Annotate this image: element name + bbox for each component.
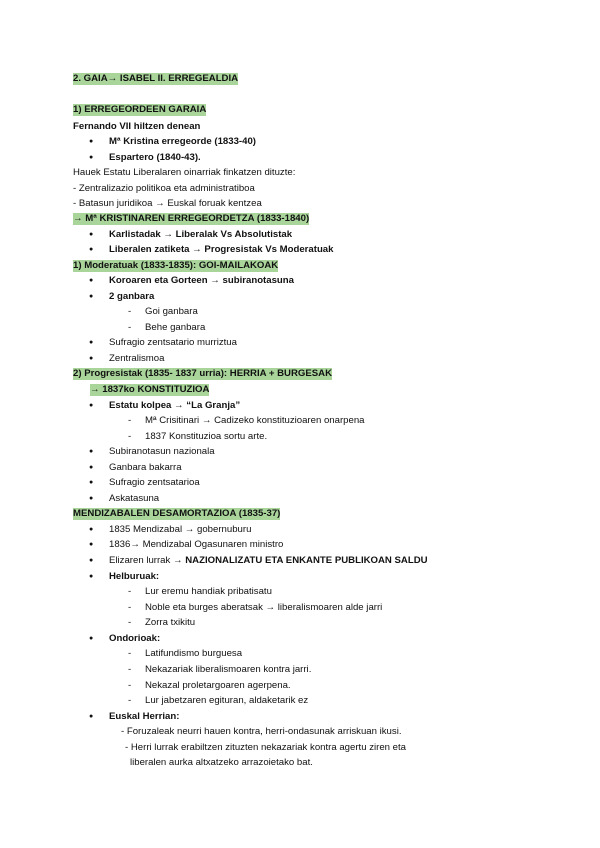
sub-list-item: - Behe ganbara: [145, 322, 205, 334]
list-item: ● Karlistadak → Liberalak Vs Absolutistak: [109, 229, 292, 241]
list-item: ● Ganbara bakarra: [109, 462, 182, 474]
list-item: ● Euskal Herrian:: [109, 711, 179, 723]
sub-list-item: - Noble eta burges aberatsak → liberalismoaren alde jarri: [145, 602, 382, 614]
section-heading-erregeordeen: 1) ERREGEORDEEN GARAIA: [73, 104, 207, 115]
list-item: ● Koroaren eta Gorteen → subiranotasuna: [109, 275, 294, 287]
text-line: - Foruzaleak neurri hauen kontra, herri-ondasunak arriskuan ikusi.: [121, 726, 402, 737]
sub-list-item: - Goi ganbara: [145, 306, 198, 318]
text-line: liberalen aurka altxatzeko arrazoietako bat.: [130, 757, 313, 768]
text-line: - Zentralizazio politikoa eta administratiboa: [73, 183, 255, 194]
list-item: ● Liberalen zatiketa → Progresistak Vs Moderatuak: [109, 244, 333, 256]
sub-list-item: - Lur eremu handiak pribatisatu: [145, 586, 272, 598]
section-heading-kristina: → Mª KRISTINAREN ERREGEORDETZA (1833-1840): [73, 213, 310, 224]
list-item: ● Sufragio zentsatarioa: [109, 477, 200, 489]
elizaren-emphasis: NAZIONALIZATU ETA ENKANTE PUBLIKOAN SALDU: [185, 555, 428, 566]
sub-list-item: - 1837 Konstituzioa sortu arte.: [145, 431, 267, 443]
text-line: Fernando VII hiltzen denean: [73, 121, 201, 132]
elizaren-text: Elizaren lurrak →: [109, 555, 186, 566]
text-line: Hauek Estatu Liberalaren oinarriak finkatzen dituzte:: [73, 167, 296, 178]
text-line: - Batasun juridikoa → Euskal foruak kentzea: [73, 198, 262, 209]
list-item: ● Sufragio zentsatario murriztua: [109, 337, 237, 349]
sub-list-item: - Zorra txikitu: [145, 617, 195, 629]
section-heading-desamortazioa: MENDIZABALEN DESAMORTAZIOA (1835-37): [73, 508, 281, 519]
list-item: ● 1836→ Mendizabal Ogasunaren ministro: [109, 539, 283, 551]
sub-list-item: - Mª Crisitinari → Cadizeko konstituzioaren onarpena: [145, 415, 365, 427]
page-title: 2. GAIA→ ISABEL II. ERREGEALDIA: [73, 73, 239, 84]
section-heading-konstituzioa: → 1837ko KONSTITUZIOA: [90, 384, 210, 395]
list-item: [109, 555, 428, 567]
list-item: ● 1835 Mendizabal → gobernuburu: [109, 524, 251, 536]
list-item: ● Estatu kolpea → “La Granja”: [109, 400, 240, 412]
sub-list-item: - Latifundismo burguesa: [145, 648, 242, 660]
list-item: ● Ondorioak:: [109, 633, 160, 645]
list-item: ● Mª Kristina erregeorde (1833-40): [109, 136, 256, 148]
sub-list-item: - Nekazariak liberalismoaren kontra jarri.: [145, 664, 311, 676]
section-heading-progresistak: 2) Progresistak (1835- 1837 urria): HERRIA + BURGESAK: [73, 368, 333, 379]
list-item: ● Askatasuna: [109, 493, 159, 505]
section-heading-moderatuak: 1) Moderatuak (1833-1835): GOI-MAILAKOAK: [73, 260, 279, 271]
list-item: ● Subiranotasun nazionala: [109, 446, 215, 458]
sub-list-item: - Nekazal proletargoaren agerpena.: [145, 680, 291, 692]
list-item: ● Zentralismoa: [109, 353, 164, 365]
list-item: ● Helburuak:: [109, 571, 159, 583]
sub-list-item: - Lur jabetzaren egituran, aldaketarik ez: [145, 695, 308, 707]
list-item: ● Espartero (1840-43).: [109, 152, 201, 164]
list-item: ● 2 ganbara: [109, 291, 154, 303]
text-line: - Herri lurrak erabiltzen zituzten nekazariak kontra agertu ziren eta: [125, 742, 407, 753]
